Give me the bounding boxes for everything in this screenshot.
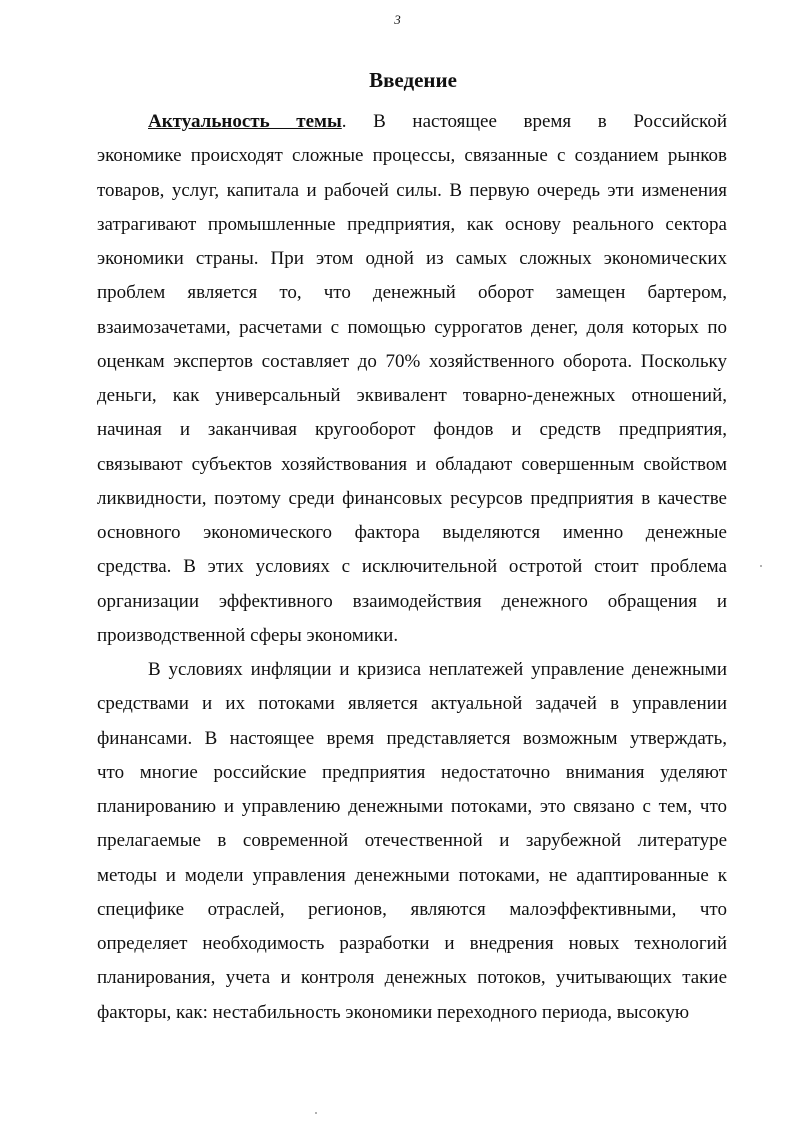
text-line: оценкам экспертов составляет до 70% хозяйственного оборота. Поскольку (97, 350, 727, 372)
text-line: товаров, услуг, капитала и рабочей силы. В первую очередь эти изменения (97, 179, 727, 201)
text-line: планированию и управлению денежными потоками, это связано с тем, что (97, 796, 727, 817)
text-line: планирования, учета и контроля денежных потоков, учитывающих такие (97, 967, 727, 989)
section-heading: Введение (369, 68, 457, 92)
text-line: ликвидности, поэтому среди финансовых ресурсов предприятия в качестве (97, 487, 727, 509)
text-line: начиная и заканчивая кругооборот фондов и средств предприятия, (97, 419, 727, 441)
page-number: 3 (394, 12, 401, 27)
text-line: взаимозачетами, расчетами с помощью суррогатов денег, доля которых по (97, 316, 727, 338)
first-line-text: . В настоящее время в Российской (341, 111, 727, 132)
text-line: финансами. В настоящее время представляется возможным утверждать, (97, 727, 727, 749)
paragraph-2 (97, 653, 727, 1030)
text-line: методы и модели управления денежными потоками, не адаптированные к (97, 864, 727, 886)
topic-relevance-label: Актуальность темы (148, 111, 342, 132)
text-line: определяет необходимость разработки и внедрения новых технологий (97, 933, 727, 954)
paragraph-1 (97, 139, 727, 653)
text-line: что многие российские предприятия недостаточно внимания уделяют (97, 761, 727, 783)
text-line: средства. В этих условиях с исключительной остротой стоит проблема (97, 556, 727, 578)
text-line: специфике отраслей, регионов, являются малоэффективными, что (97, 898, 727, 920)
scan-speck (315, 1112, 317, 1114)
text-line: средствами и их потоками является актуальной задачей в управлении (97, 693, 727, 715)
text-line: факторы, как: нестабильность экономики переходного периода, высокую (97, 1001, 690, 1023)
text-line: затрагивают промышленные предприятия, как основу реального сектора (97, 213, 727, 235)
text-line: прелагаемые в современной отечественной и зарубежной литературе (97, 830, 727, 852)
text-line: экономики страны. При этом одной из самых сложных экономических (97, 248, 727, 269)
scan-speck (760, 565, 762, 567)
text-line: производственной сферы экономики. (97, 624, 399, 646)
document-body (97, 105, 727, 1030)
paragraph-1-first-line (97, 105, 727, 139)
text-line: связывают субъектов хозяйствования и обладают совершенным свойством (97, 453, 727, 475)
text-line: экономике происходят сложные процессы, связанные с созданием рынков (97, 145, 727, 167)
text-line: В условиях инфляции и кризиса неплатежей управление денежными (148, 659, 727, 680)
text-line: основного экономического фактора выделяются именно денежные (97, 522, 727, 543)
text-line: организации эффективного взаимодействия денежного обращения и (97, 590, 727, 612)
text-line: деньги, как универсальный эквивалент товарно-денежных отношений, (97, 385, 727, 406)
text-line: проблем является то, что денежный оборот замещен бартером, (97, 282, 727, 304)
